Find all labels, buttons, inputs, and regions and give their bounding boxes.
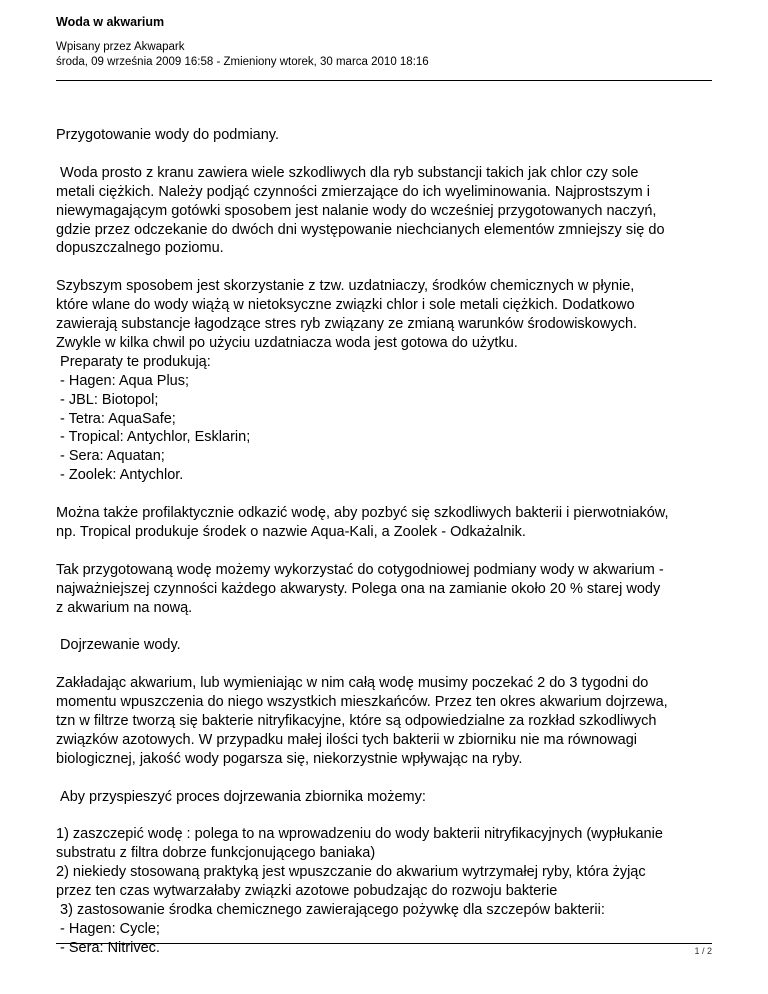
paragraph-speedup-list: 1) zaszczepić wodę : polega to na wprowadzeniu do wody bakterii nitryfikacyjnych (wypłukanie substratu z filtra dobrze funkcjonującego baniaka) 2) niekiedy stosowaną praktyką jest wpuszczanie do akwarium wytrzymałej ryby, która żyjąc przez ten czas wytwarzałaby związki azotowe pobudzając do rozwoju bakterie 3) zastosowanie środka chemicznego zawierającego pożywkę dla szczepów bakterii: - Hagen: Cycle; - Sera: Nitrivec.	[56, 826, 663, 956]
article-body	[56, 126, 722, 958]
date-line: środa, 09 września 2009 16:58 - Zmieniony wtorek, 30 marca 2010 18:16	[56, 56, 429, 68]
header-divider	[56, 80, 712, 81]
page-indicator: 1 / 2	[694, 946, 712, 956]
paragraph-section-heading-2: Dojrzewanie wody.	[56, 637, 181, 654]
article-title: Woda w akwarium	[56, 15, 165, 29]
paragraph-water-change: Tak przygotowaną wodę możemy wykorzystać do cotygodniowej podmiany wody w akwarium - najważniejszej czynności każdego akwarysty. Polega ona na zamianie około 20 % starej wody z akwarium na nową.	[56, 561, 664, 616]
document-header	[56, 14, 712, 70]
paragraph-section-heading-1: Przygotowanie wody do podmiany.	[56, 127, 279, 143]
article-meta	[56, 40, 712, 70]
paragraph-disinfection: Można także profilaktycznie odkazić wodę, aby pozbyć się szkodliwych bakterii i pierwotniaków, np. Tropical produkuje środek o nazwie Aqua-Kali, a Zoolek - Odkażalnik.	[56, 505, 669, 540]
paragraph-speedup-intro: Aby przyspieszyć proces dojrzewania zbiornika możemy:	[56, 788, 426, 805]
paragraph-cycling: Zakładając akwarium, lub wymieniając w nim całą wodę musimy poczekać 2 do 3 tygodni do momentu wpuszczenia do niego wszystkich mieszkańców. Przez ten okres akwarium dojrzewa, tzn w filtrze tworzą się bakterie nitryfikacyjne, które są odpowiedzialne za rozkład szkodliwych związków azotowych. W przypadku małej ilości tych bakterii w zbiorniku nie ma równowagi biologicznej, jakość wody pogarsza się, niekorzystnie wpływając na ryby.	[56, 675, 668, 767]
footer-divider	[56, 943, 712, 944]
author-line: Wpisany przez Akwapark	[56, 41, 185, 53]
paragraph-tap-water: Woda prosto z kranu zawiera wiele szkodliwych dla ryb substancji takich jak chlor czy sole metali ciężkich. Należy podjąć czynności zmierzające do ich wyeliminowania. Najprostszym i niewymagającym gotówki sposobem jest nalanie wody do wcześniej przygotowanych naczyń, gdzie przez odczekanie do dwóch dni występowanie niechcianych elementów zmniejszy się do dopuszczalnego poziomu.	[56, 164, 665, 257]
paragraph-conditioners: Szybszym sposobem jest skorzystanie z tzw. uzdatniaczy, środków chemicznych w płynie, które wlane do wody wiążą w nietoksyczne związki chlor i sole metali ciężkich. Dodatkowo zawierają substancje łagodzące stres ryb związany ze zmianą warunków środowiskowych. Zwykle w kilka chwil po użyciu uzdatniacza woda jest gotowa do użytku. Preparaty te produkują: - Hagen: Aqua Plus; - JBL: Biotopol; - Tetra: AquaSafe; - Tropical: Antychlor, Esklarin; - Sera: Aquatan; - Zoolek: Antychlor.	[56, 278, 638, 484]
